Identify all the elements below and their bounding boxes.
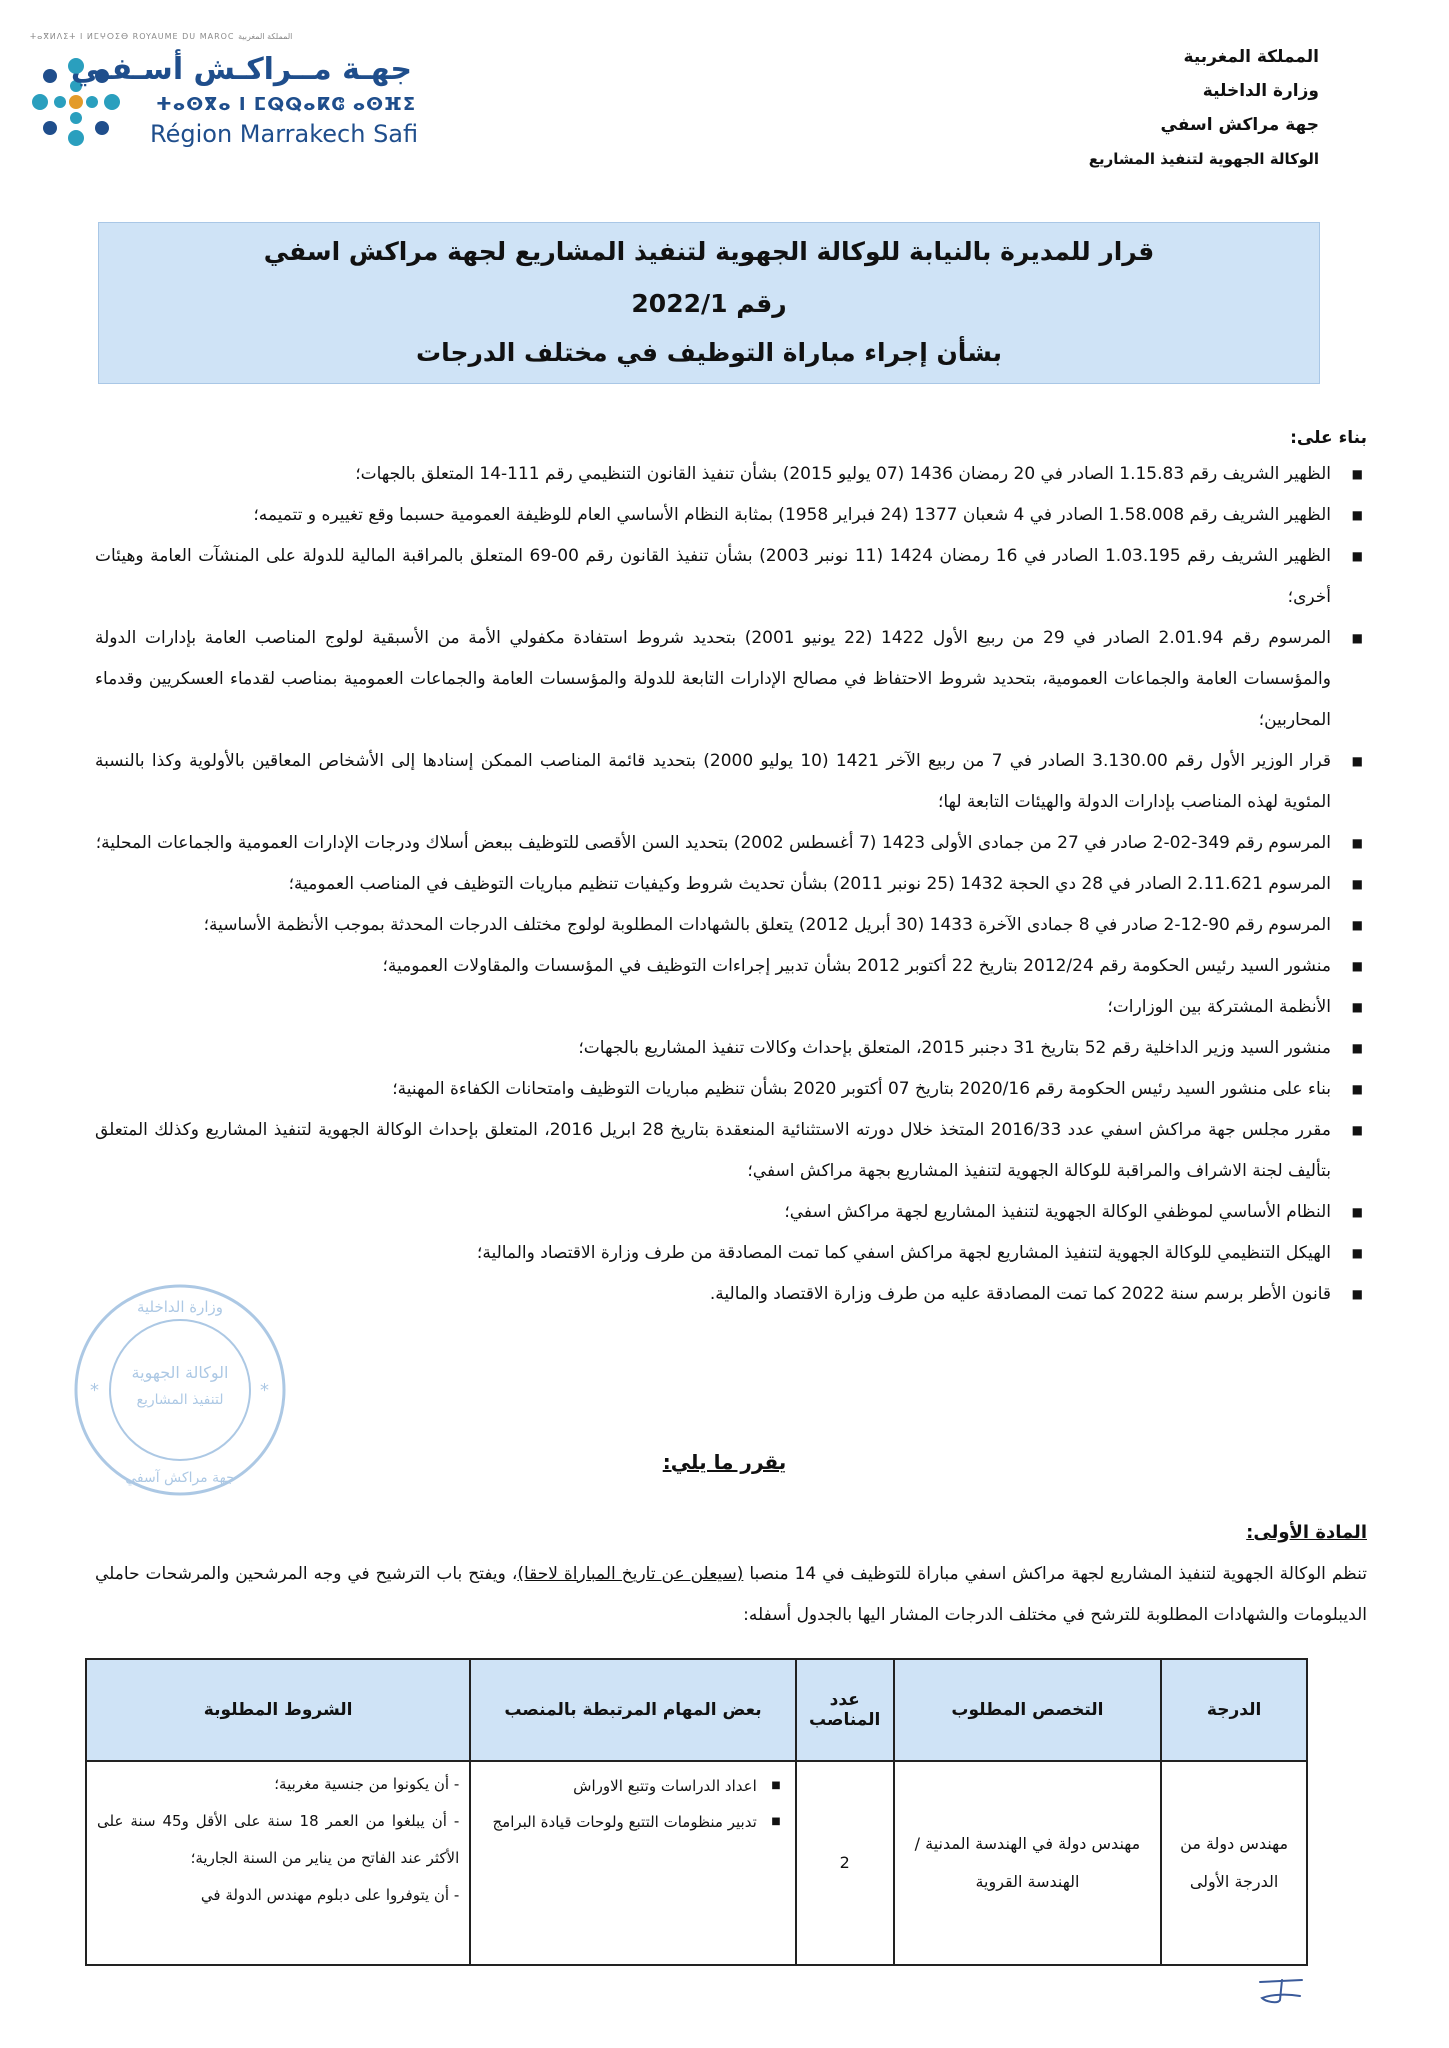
- region-line: جهة مراكش اسفي: [1160, 115, 1319, 135]
- agency-line: الوكالة الجهوية لتنفيذ المشاريع: [1088, 150, 1319, 168]
- condition-item: - أن يتوفروا على دبلوم مهندس الدولة في: [200, 1886, 460, 1904]
- administrative-header: [1019, 40, 1319, 176]
- cell-grade: مهندس دولة من الدرجة الأولى: [1161, 1761, 1307, 1965]
- bullet-icon: ■: [1351, 918, 1363, 932]
- col-tasks: بعض المهام المرتبطة بالمنصب: [470, 1659, 795, 1761]
- col-grade: الدرجة: [1161, 1659, 1307, 1761]
- article-1-date-note: (سيعلن عن تاريخ المباراة لاحقا): [517, 1564, 744, 1584]
- cell-specialty: مهندس دولة في الهندسة المدنية / الهندسة القروية: [894, 1761, 1162, 1965]
- initials-signature-icon: [1252, 1972, 1312, 2008]
- article-1-text-before: تنظم الوكالة الجهوية لتنفيذ المشاريع لجهة مراكش اسفي مباراة للتوظيف في 14 منصبا: [743, 1564, 1367, 1584]
- list-item: ■ المرسوم رقم 2.01.94 الصادر في 29 من ربيع الأول 1422 (22 يونيو 2001) بتحديد شروط استفادة مكفولي الأمة من الأسبقية لولوج المناصب العامة بإدارات الدولة والمؤسسات العامة والجماعات العمومية، بتحديد شروط الاحتفاظ في مصالح الإدارات التابعة للدولة والمؤسسات العامة والجماعات العمومية بمناصب لقدماء العسكريين وقدماء المحاربين؛: [95, 618, 1367, 741]
- table-header-row: [86, 1659, 1307, 1761]
- col-specialty: التخصص المطلوب: [894, 1659, 1162, 1761]
- title-line-3: بشأن إجراء مباراة التوظيف في مختلف الدرجات: [415, 338, 1003, 367]
- bullet-icon: ■: [1351, 1000, 1363, 1014]
- logo-french-name: Région Marrakech Safi: [150, 120, 419, 148]
- logo-top-strip: ⵜⴰⴳⵍⴷⵉⵜ ⵏ ⵍⵎⵖⵔⵉⴱ ROYAUME DU MAROC المملكة المغربية: [30, 32, 293, 41]
- list-item: ■ منشور السيد رئيس الحكومة رقم 2012/24 بتاريخ 22 أكتوبر 2012 بشأن تدبير إجراءات التوظيف في المؤسسات والمقاولات العمومية؛: [95, 946, 1367, 987]
- list-item: ■ قرار الوزير الأول رقم 3.130.00 الصادر في 7 من ربيع الآخر 1421 (10 يوليو 2000) بتحديد قائمة المناصب الممكن إسنادها إلى الأشخاص المعاقين بالأولوية وكذا بالنسبة المئوية لهذه المناصب بإدارات الدولة والهيئات التابعة لها؛: [95, 741, 1367, 823]
- list-item: ■ المرسوم رقم 349-02-2 صادر في 27 من جمادى الأولى 1423 (7 أغسطس 2002) بتحديد السن الأقصى للتوظيف ببعض أسلاك ودرجات الإدارات العمومية والجماعات المحلية؛: [95, 823, 1367, 864]
- svg-text:الوكالة الجهوية: الوكالة الجهوية: [131, 1363, 229, 1382]
- legal-references-list: [95, 454, 1367, 1315]
- bullet-icon: ■: [1351, 1205, 1363, 1219]
- list-item: ■ المرسوم 2.11.621 الصادر في 28 دي الحجة 1432 (25 نونبر 2011) بشأن تحديث شروط وكيفيات تنظيم مباريات التوظيف في المناصب العمومية؛: [95, 864, 1367, 905]
- decision-title-box: [98, 222, 1320, 384]
- list-item: ■ المرسوم رقم 90-12-2 صادر في 8 جمادى الآخرة 1433 (30 أبريل 2012) يتعلق بالشهادات المطلوبة لولوج مختلف الدرجات المحدثة بموجب الأنظمة الأساسية؛: [95, 905, 1367, 946]
- bullet-icon: ■: [1351, 959, 1363, 973]
- article-1-title: المادة الأولى:: [1246, 1522, 1367, 1543]
- cell-tasks: [470, 1761, 795, 1965]
- svg-text:لتنفيذ المشاريع: لتنفيذ المشاريع: [136, 1392, 224, 1408]
- list-item: ■ الأنظمة المشتركة بين الوزارات؛: [95, 987, 1367, 1028]
- task-item: ■ اعداد الدراسات وتتبع الاوراش: [485, 1768, 780, 1804]
- cell-count: 2: [796, 1761, 894, 1965]
- decision-heading: يقرر ما يلي:: [662, 1450, 787, 1474]
- svg-text:*: *: [260, 1380, 269, 1401]
- list-item: ■ الظهير الشريف رقم 1.58.008 الصادر في 4 شعبان 1377 (24 فبراير 1958) بمثابة النظام الأساسي العام للوظيفة العمومية حسبما وقع تغييره و تتميمه؛: [95, 495, 1367, 536]
- article-1-body: [95, 1554, 1367, 1636]
- bullet-icon: ■: [1351, 467, 1363, 481]
- svg-text:جهة مراكش آسفي: جهة مراكش آسفي: [125, 1470, 235, 1486]
- bullet-icon: ■: [1351, 754, 1363, 768]
- task-item: ■ تدبير منظومات التتبع ولوحات قيادة البرامج: [485, 1804, 780, 1840]
- col-count: عدد المناصب: [796, 1659, 894, 1761]
- list-item: ■ مقرر مجلس جهة مراكش اسفي عدد 2016/33 المتخذ خلال دورته الاستثنائية المنعقدة بتاريخ 28 ابريل 2016، المتعلق بإحداث الوكالة الجهوية لتنفيذ المشاريع وكذلك المتعلق بتأليف لجنة الاشراف والمراقبة للوكالة الجهوية لتنفيذ المشاريع بجهة مراكش اسفي؛: [95, 1110, 1367, 1192]
- list-item: ■ الهيكل التنظيمي للوكالة الجهوية لتنفيذ المشاريع لجهة مراكش اسفي كما تمت المصادقة من طرف وزارة الاقتصاد والمالية؛: [95, 1233, 1367, 1274]
- list-item: ■ الظهير الشريف رقم 1.03.195 الصادر في 16 رمضان 1424 (11 نونبر 2003) بشأن تنفيذ القانون رقم 00-69 المتعلق بالمراقبة المالية للدولة على المنشآت العامة وهيئات أخرى؛: [95, 536, 1367, 618]
- title-line-2: رقم 2022/1: [631, 289, 787, 318]
- kingdom-line: المملكة المغربية: [1183, 47, 1319, 67]
- preamble-intro: بناء على:: [1290, 428, 1367, 448]
- bullet-icon: ■: [1351, 1041, 1363, 1055]
- bullet-icon: ■: [1351, 877, 1363, 891]
- bullet-icon: ■: [1351, 549, 1363, 563]
- bullet-icon: ■: [1351, 1123, 1363, 1137]
- col-conditions: الشروط المطلوبة: [86, 1659, 470, 1761]
- bullet-icon: ■: [1351, 508, 1363, 522]
- list-item: ■ منشور السيد وزير الداخلية رقم 52 بتاريخ 31 دجنبر 2015، المتعلق بإحداث وكالات تنفيذ المشاريع بالجهات؛: [95, 1028, 1367, 1069]
- list-item: ■ قانون الأطر برسم سنة 2022 كما تمت المصادقة عليه من طرف وزارة الاقتصاد والمالية.: [95, 1274, 1367, 1315]
- svg-text:وزارة الداخلية: وزارة الداخلية: [136, 1298, 224, 1316]
- bullet-icon: ■: [1351, 1246, 1363, 1260]
- list-item: ■ الظهير الشريف رقم 1.15.83 الصادر في 20 رمضان 1436 (07 يوليو 2015) بشأن تنفيذ القانون التنظيمي رقم 111-14 المتعلق بالجهات؛: [95, 454, 1367, 495]
- title-line-1: قرار للمديرة بالنيابة للوكالة الجهوية لتنفيذ المشاريع لجهة مراكش اسفي: [263, 237, 1155, 266]
- article-1-text-after: ، ويفتح باب الترشيح في وجه المرشحين والمرشحات حاملي الديبلومات والشهادات المطلوبة للترشح في مختلف الدرجات المشار اليها بالجدول أسفله:: [95, 1564, 1367, 1625]
- bullet-icon: ■: [1351, 1082, 1363, 1096]
- region-logo: [30, 32, 450, 152]
- bullet-icon: ■: [1351, 631, 1363, 645]
- condition-item: - أن يكونوا من جنسية مغربية؛: [274, 1775, 460, 1793]
- ministry-line: وزارة الداخلية: [1202, 81, 1319, 101]
- positions-table: [85, 1658, 1308, 1966]
- logo-arabic-name: جهـة مــراكـش أسـفـي: [70, 52, 412, 87]
- list-item: ■ النظام الأساسي لموظفي الوكالة الجهوية لتنفيذ المشاريع لجهة مراكش اسفي؛: [95, 1192, 1367, 1233]
- list-item: ■ بناء على منشور السيد رئيس الحكومة رقم 2020/16 بتاريخ 07 أكتوبر 2020 بشأن تنظيم مباريات التوظيف وامتحانات الكفاءة المهنية؛: [95, 1069, 1367, 1110]
- svg-text:*: *: [90, 1380, 99, 1401]
- table-row: [86, 1761, 1307, 1965]
- condition-item: - أن يبلغوا من العمر 18 سنة على الأقل و45 سنة على الأكثر عند الفاتح من يناير من السنة الجارية؛: [97, 1812, 460, 1867]
- bullet-icon: ■: [1351, 1287, 1363, 1301]
- bullet-icon: ■: [1351, 836, 1363, 850]
- logo-tifinagh-name: ⵜⴰⵙⴳⴰ ⵏ ⵎⵕⵕⴰⴽⵛ ⴰⵙⴼⵉ: [156, 94, 417, 115]
- cell-conditions: [86, 1761, 470, 1965]
- bullet-icon: ■: [771, 1780, 781, 1791]
- bullet-icon: ■: [771, 1816, 781, 1827]
